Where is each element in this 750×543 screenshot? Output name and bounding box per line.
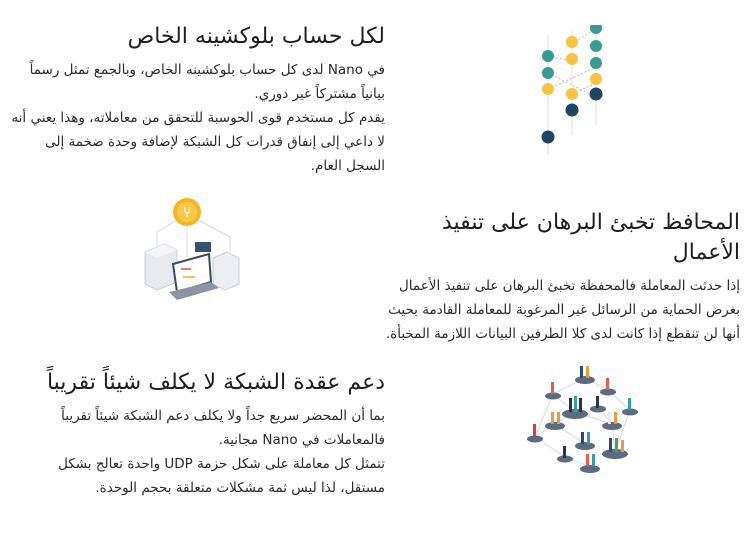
block-lattice-graph-icon [500, 25, 650, 160]
section-paragraph: تتمثل كل معاملة على شكل حزمة UDP واحدة تعالج بشكل مستقل، لذا ليس ثمة مشكلات متعلقة بحجم الوحدة. [58, 456, 385, 496]
section-free-nodes [10, 368, 385, 500]
section-paragraph: إذا حدثت المعاملة فالمحفظة تخبئ البرهان على تنفيذ الأعمال بغرض الحماية من الرسائل غير المرغوبة للمعاملة القادمة بحيث أنها لن تنقطع إذا كانت لدى كلا الطرفين البيانات اللازمة المخبأة. [385, 278, 740, 342]
section-wallet-pow [385, 208, 740, 346]
section-title: لكل حساب بلوكشينه الخاص [127, 24, 385, 49]
svg-text:Ⴤ: Ⴤ [183, 206, 191, 220]
section-title: دعم عقدة الشبكة لا يكلف شيئاً تقريباً [46, 370, 385, 395]
wallet-coin-laptop-icon [135, 192, 250, 307]
section-block-lattice [10, 22, 385, 178]
section-paragraph: يقدم كل مستخدم قوى الحوسبة للتحقق من معاملاته، وهذا يعني أنه لا داعي إلى إنفاق قدرات كل الشبكة لإضافة وحدة ضخمة إلى السجل العام. [11, 110, 385, 174]
people-network-icon [515, 362, 640, 474]
section-paragraph: بما أن المحضر سريع جداً ولا يكلف دعم الشبكة شيئاً تقريباً فالمعاملات في Nano مجانية. [61, 408, 385, 448]
section-paragraph: في Nano لدى كل حساب بلوكشينه الخاص، وبالجمع تمثل رسماً بيانياً مشتركاً غير دوري. [29, 62, 385, 102]
section-title: المحافظ تخبئ البرهان على تنفيذ الأعمال [442, 210, 740, 265]
